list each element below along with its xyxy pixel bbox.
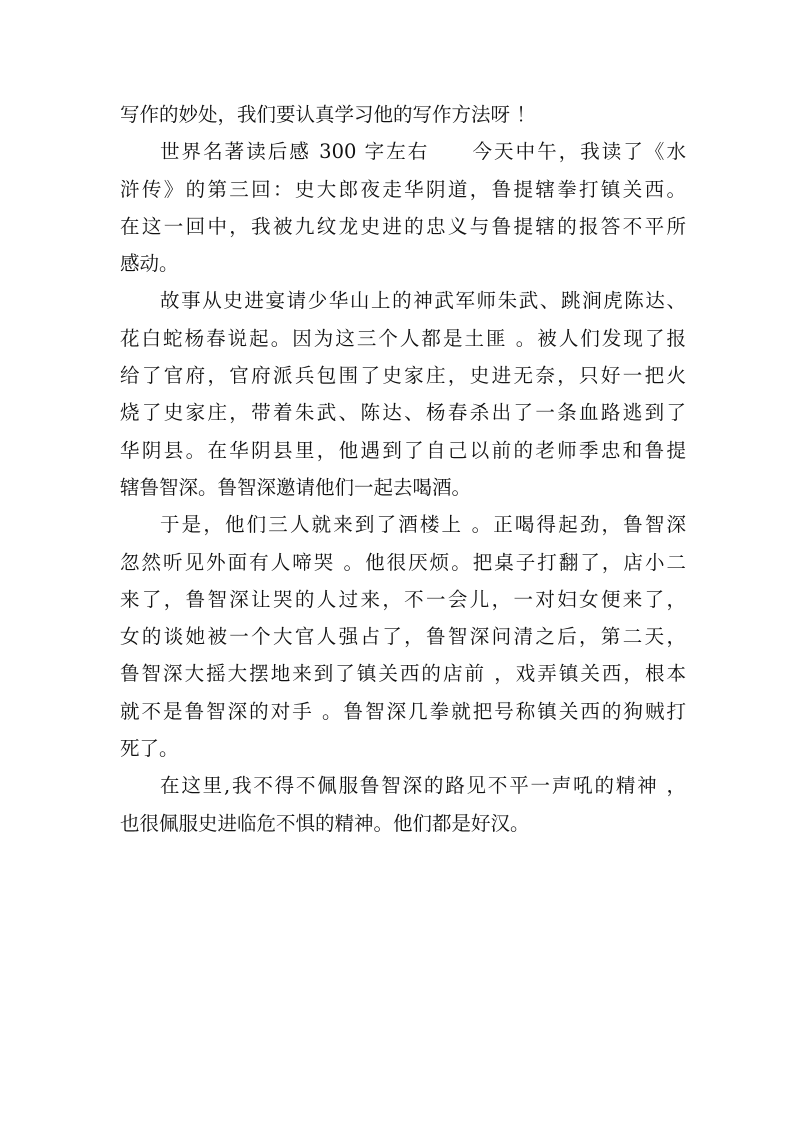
text-line: 忽然听见外面有人啼哭 。他很厌烦。把桌子打翻了，店小二 bbox=[120, 550, 686, 574]
text-line: 世界名著读后感 300 字左右 今天中午，我读了《水 bbox=[160, 140, 686, 164]
text-line: 女的谈她被一个大官人强占了，鲁智深问清之后，第二天， bbox=[120, 625, 686, 649]
text-line: 来了，鲁智深让哭的人过来，不一会儿，一对妇女便来了， bbox=[120, 587, 686, 611]
text-line: 故事从史进宴请少华山上的神武军师朱武、跳涧虎陈达、 bbox=[160, 289, 686, 313]
text-line: 感动。 bbox=[120, 252, 179, 276]
text-line: 于是，他们三人就来到了酒楼上 。正喝得起劲，鲁智深 bbox=[160, 513, 686, 537]
text-line: 辖鲁智深。鲁智深邀请他们一起去喝酒。 bbox=[120, 475, 472, 499]
text-line: 浒传》的第三回：史大郎夜走华阴道，鲁提辖拳打镇关西。 bbox=[120, 177, 686, 201]
text-line: 烧了史家庄，带着朱武、陈达、杨春杀出了一条血路逃到了 bbox=[120, 401, 686, 425]
text-line: 华阴县。在华阴县里，他遇到了自己以前的老师季忠和鲁提 bbox=[120, 438, 686, 462]
text-line: 死了。 bbox=[120, 737, 179, 761]
body-text bbox=[120, 96, 686, 842]
text-line: 也很佩服史进临危不惧的精神。他们都是好汉。 bbox=[120, 811, 530, 835]
text-line: 就不是鲁智深的对手 。鲁智深几拳就把号称镇关西的狗贼打 bbox=[120, 699, 686, 723]
text-line: 在这里,我不得不佩服鲁智深的路见不平一声吼的精神 ， bbox=[160, 774, 686, 798]
text-line: 在这一回中，我被九纹龙史进的忠义与鲁提辖的报答不平所 bbox=[120, 214, 686, 238]
text-line: 鲁智深大摇大摆地来到了镇关西的店前 ，戏弄镇关西，根本 bbox=[120, 662, 686, 686]
text-line: 给了官府，官府派兵包围了史家庄，史进无奈，只好一把火 bbox=[120, 364, 686, 388]
text-line: 写作的妙处，我们要认真学习他的写作方法呀 ！ bbox=[120, 103, 536, 126]
text-line: 花白蛇杨春说起。因为这三个人都是土匪 。被人们发现了报 bbox=[120, 326, 686, 350]
